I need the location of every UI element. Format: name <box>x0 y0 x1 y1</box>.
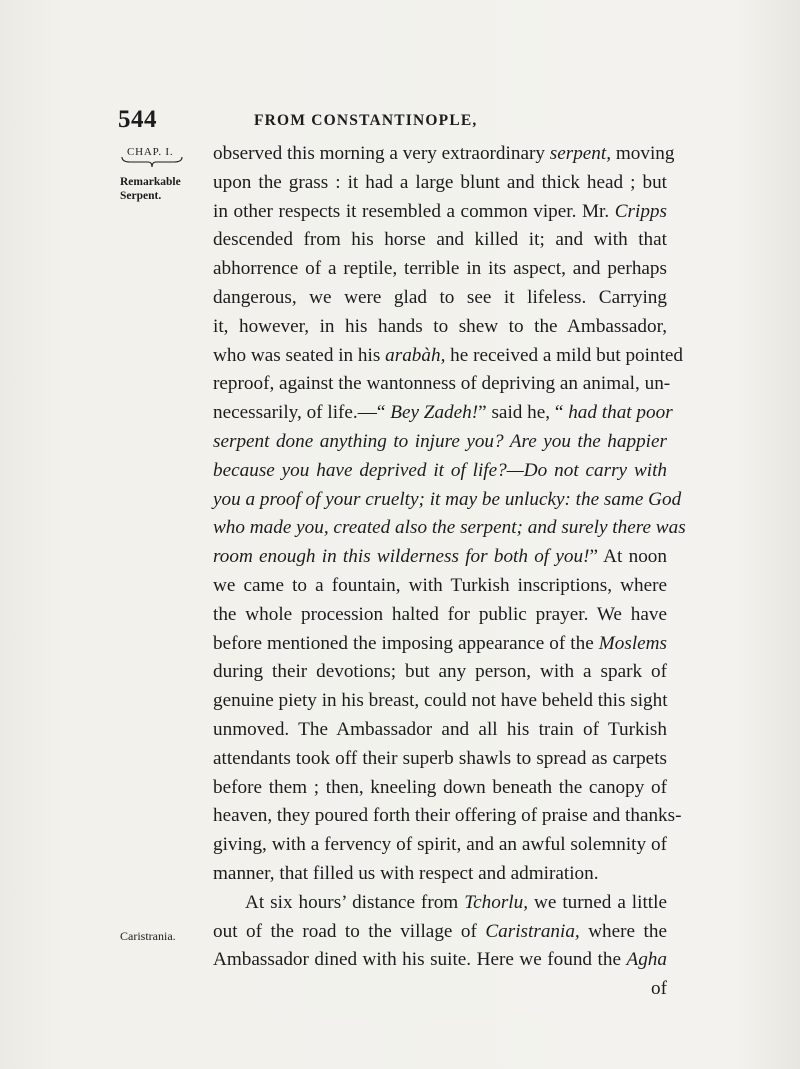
catchword: of <box>651 978 667 1000</box>
text-line: because you have deprived it of life?—Do not carry with <box>213 459 667 481</box>
text-line: At six hours’ distance from Tchorlu, we turned a little <box>245 891 667 913</box>
text-line: descended from his horse and killed it; and with that <box>213 229 667 251</box>
text-line: genuine piety in his breast, could not have beheld this sight <box>213 690 668 712</box>
text-line: abhorrence of a reptile, terrible in its aspect, and perhaps <box>213 258 667 280</box>
text-line: upon the grass : it had a large blunt and thick head ; but <box>213 171 667 193</box>
page-number: 544 <box>118 106 157 133</box>
margin-note-line: Serpent. <box>120 190 162 202</box>
text-line: you a proof of your cruelty; it may be unlucky: the same God <box>213 488 682 510</box>
text-line: manner, that filled us with respect and admiration. <box>213 862 599 884</box>
text-line: it, however, in his hands to shew to the Ambassador, <box>213 315 667 337</box>
brace-ornament <box>120 156 184 168</box>
margin-note-remarkable-serpent <box>120 175 181 203</box>
text-line: before them ; then, kneeling down beneath the canopy of <box>213 776 667 798</box>
text-line: in other respects it resembled a common viper. Mr. Cripps <box>213 200 667 222</box>
text-line: heaven, they poured forth their offering of praise and thanks- <box>213 805 682 827</box>
text-line: Ambassador dined with his suite. Here we found the Agha <box>213 949 667 971</box>
text-line: observed this morning a very extraordinary serpent, moving <box>213 143 675 164</box>
text-line: necessarily, of life.—“ Bey Zadeh!” said he, “ had that poor <box>213 402 673 424</box>
margin-note-caristrania: Caristrania. <box>120 929 176 943</box>
text-line: before mentioned the imposing appearance of the Moslems <box>213 632 667 654</box>
text-line: who was seated in his arabàh, he received a mild but pointed <box>213 344 684 366</box>
text-line: attendants took off their superb shawls to spread as carpets <box>213 747 667 769</box>
text-line: the whole procession halted for public prayer. We have <box>213 603 667 625</box>
text-line: reproof, against the wantonness of depriving an animal, un- <box>213 373 671 395</box>
text-line: unmoved. The Ambassador and all his train of Turkish <box>213 718 667 740</box>
margin-note-line: Remarkable <box>120 176 181 188</box>
text-line: room enough in this wilderness for both of you!” At noon <box>213 546 667 568</box>
text-line: we came to a fountain, with Turkish inscriptions, where <box>213 574 667 596</box>
margin-chapter-label: CHAP. I. <box>127 146 174 158</box>
text-line: giving, with a fervency of spirit, and an awful solemnity of <box>213 834 667 856</box>
text-line: serpent done anything to injure you? Are you the happier <box>213 430 667 452</box>
text-line: out of the road to the village of Caristrania, where the <box>213 920 667 942</box>
body-text <box>213 140 686 1004</box>
running-head: FROM CONSTANTINOPLE, <box>254 112 478 129</box>
text-line: dangerous, we were glad to see it lifeless. Carrying <box>213 286 667 308</box>
text-line: during their devotions; but any person, with a spark of <box>213 661 667 683</box>
text-line: who made you, created also the serpent; and surely there was <box>213 517 686 539</box>
